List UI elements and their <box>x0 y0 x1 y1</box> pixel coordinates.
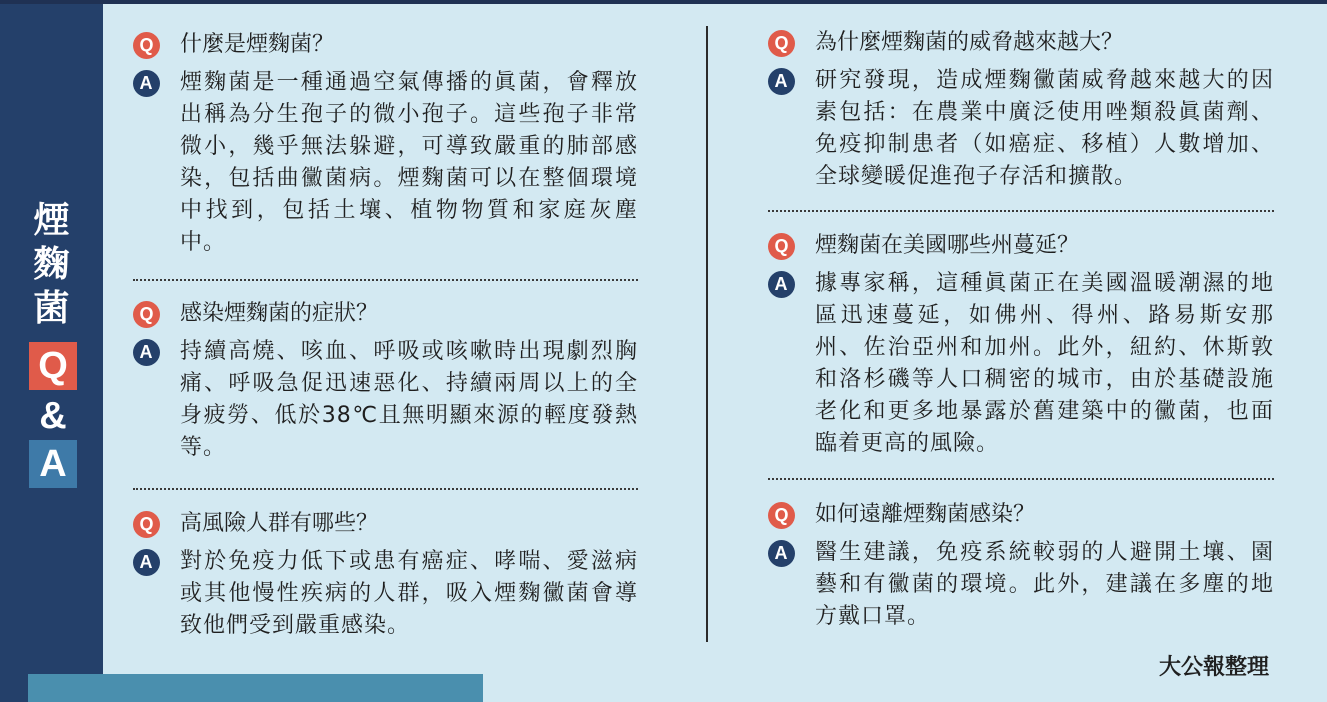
a-badge-icon: A <box>133 70 160 97</box>
qa-block <box>133 29 638 259</box>
sidebar <box>0 4 103 702</box>
bottom-accent-band <box>28 674 483 702</box>
section-separator <box>768 478 1274 480</box>
question-row <box>133 508 638 540</box>
a-badge-icon: A <box>133 549 160 576</box>
section-separator <box>133 279 638 281</box>
sidebar-a-box: A <box>29 440 77 488</box>
question-row <box>768 230 1274 262</box>
question-text: 什麼是煙麴菌？ <box>180 32 335 57</box>
q-badge-icon: Q <box>133 32 160 59</box>
question-row <box>133 29 638 61</box>
question-text: 煙麴菌在美國哪些州蔓延？ <box>815 233 1080 258</box>
answer-row <box>133 67 638 259</box>
answer-text: 持續高燒、咳血、呼吸或咳嗽時出現劇烈胸痛、呼吸急促迅速惡化、持續兩周以上的全身疲勞、低於38℃且無明顯來源的輕度發熱等。 <box>180 339 638 460</box>
q-badge-icon: Q <box>133 511 160 538</box>
sidebar-title-char: 菌 <box>33 288 70 329</box>
q-badge-icon: Q <box>768 30 795 57</box>
answer-row <box>768 268 1274 460</box>
answer-text: 對於免疫力低下或患有癌症、哮喘、愛滋病或其他慢性疾病的人群，吸入煙麴黴菌會導致他們受到嚴重感染。 <box>180 549 638 638</box>
question-text: 感染煙麴菌的症狀？ <box>180 301 379 326</box>
answer-row <box>768 537 1274 633</box>
qa-block <box>133 298 638 464</box>
qa-block <box>768 27 1274 193</box>
sidebar-title-char: 煙 <box>33 200 70 241</box>
answer-text: 醫生建議，免疫系統較弱的人避開土壤、園藝和有黴菌的環境。此外，建議在多塵的地方戴口罩。 <box>815 540 1274 629</box>
answer-text: 研究發現，造成煙麴黴菌威脅越來越大的因素包括：在農業中廣泛使用唑類殺眞菌劑、免疫抑制患者（如癌症、移植）人數增加、全球變暖促進孢子存活和擴散。 <box>815 68 1274 189</box>
question-text: 如何遠離煙麴菌感染？ <box>815 502 1036 527</box>
sidebar-ampersand: & <box>39 395 67 437</box>
q-badge-icon: Q <box>133 301 160 328</box>
question-row <box>768 27 1274 59</box>
section-separator <box>133 488 638 490</box>
question-text: 高風險人群有哪些？ <box>180 511 379 536</box>
a-badge-icon: A <box>133 339 160 366</box>
qa-block <box>768 499 1274 633</box>
section-separator <box>768 210 1274 212</box>
source-credit: 大公報整理 <box>1158 655 1269 680</box>
a-badge-icon: A <box>768 271 795 298</box>
sidebar-title <box>0 199 103 331</box>
question-row <box>133 298 638 330</box>
question-text: 為什麼煙麴菌的威脅越來越大？ <box>815 30 1124 55</box>
qa-block <box>768 230 1274 460</box>
answer-text: 據專家稱，這種眞菌正在美國溫暖潮濕的地區迅速蔓延，如佛州、得州、路易斯安那州、佐治亞州和加州。此外，紐約、休斯敦和洛杉磯等人口稠密的城市，由於基礎設施老化和更多地暴露於舊建築中的黴菌，也面臨着更高的風險。 <box>815 271 1274 456</box>
answer-row <box>768 65 1274 193</box>
top-border <box>0 0 1327 4</box>
sidebar-q-box: Q <box>29 342 77 390</box>
question-row <box>768 499 1274 531</box>
answer-text: 煙麴菌是一種通過空氣傳播的眞菌，會釋放出稱為分生孢子的微小孢子。這些孢子非常微小，幾乎無法躲避，可導致嚴重的肺部感染，包括曲黴菌病。煙麴菌可以在整個環境中找到，包括土壤、植物物質和家庭灰塵中。 <box>180 70 638 255</box>
a-badge-icon: A <box>768 540 795 567</box>
answer-row <box>133 546 638 642</box>
sidebar-title-char: 麴 <box>33 244 70 285</box>
q-badge-icon: Q <box>768 233 795 260</box>
a-badge-icon: A <box>768 68 795 95</box>
q-badge-icon: Q <box>768 502 795 529</box>
qa-block <box>133 508 638 642</box>
answer-row <box>133 336 638 464</box>
column-divider <box>706 26 708 642</box>
